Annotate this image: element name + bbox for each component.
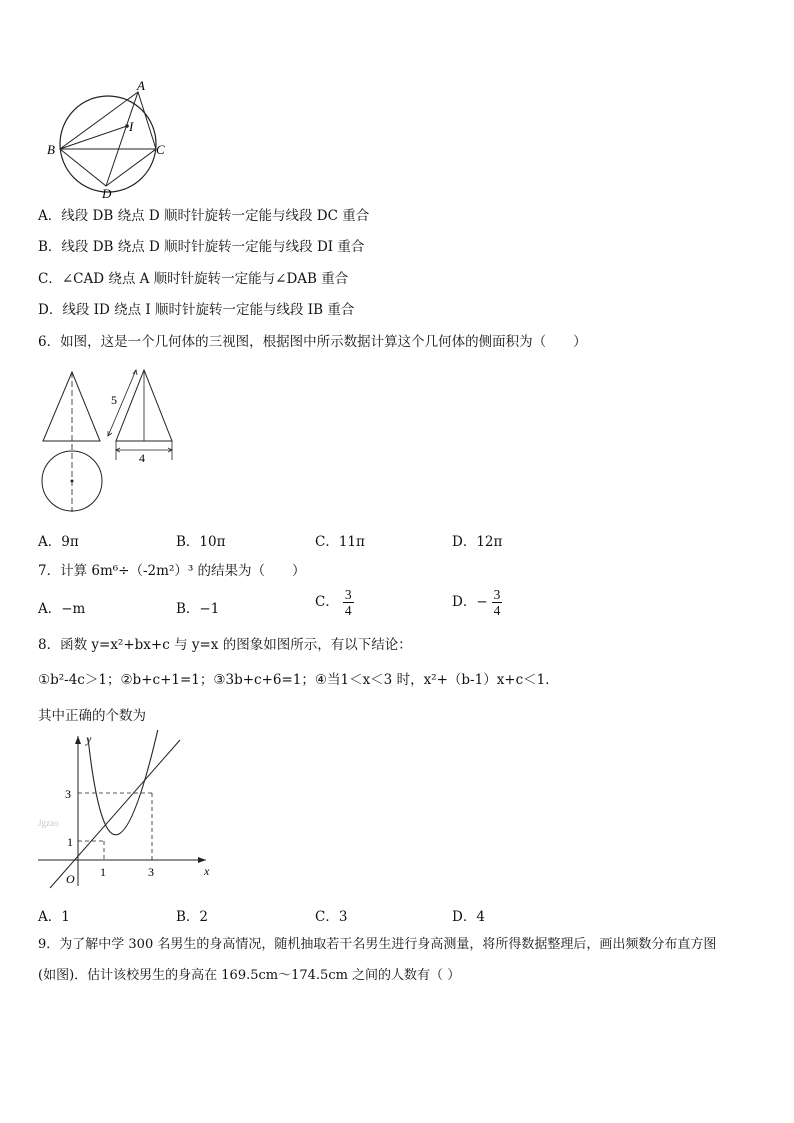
q7-option-c — [315, 587, 354, 618]
q5-option-c: C．∠CAD 绕点 A 顺时针旋转一定能与∠DAB 重合 — [38, 271, 349, 287]
q7-option-b: B．−1 — [176, 601, 220, 617]
circle-figure — [40, 76, 180, 200]
q7-option-d — [452, 587, 502, 618]
label-a: A — [137, 78, 145, 93]
label-c: C — [156, 142, 165, 157]
q6-stem: 6．如图，这是一个几何体的三视图，根据图中所示数据计算这个几何体的侧面积为（ ） — [38, 334, 587, 350]
q8-option-c: C．3 — [315, 909, 348, 925]
q8-prompt: 其中正确的个数为 — [38, 708, 146, 724]
label-i: I — [129, 119, 134, 134]
q5-option-b: B．线段 DB 绕点 D 顺时针旋转一定能与线段 DI 重合 — [38, 239, 365, 255]
top-view-center — [71, 480, 74, 483]
watermark: Jgzao — [38, 818, 59, 828]
q7-option-d-label: D．− — [452, 594, 488, 610]
q7-option-d-fraction: $\frac{3}{4}$ — [493, 587, 501, 618]
label-b: B — [47, 142, 55, 157]
q6-option-a: A．9π — [38, 534, 79, 550]
q7-option-c-label: C． — [315, 594, 339, 610]
tick-y1: 1 — [67, 835, 73, 849]
q9-line2: (如图)．估计该校男生的身高在 169.5cm～174.5cm 之间的人数有（ ） — [38, 968, 461, 983]
line-y-equals-x — [50, 740, 180, 888]
q6-option-d: D．12π — [452, 534, 503, 550]
tick-y3: 3 — [65, 787, 71, 801]
segment-ai-d — [106, 92, 138, 186]
q8-conclusions: ①b²-4c＞1；②b+c+1=1；③3b+c+6=1；④当1＜x＜3 时，x²+（b-1）x+c＜1． — [38, 672, 559, 688]
q7-option-a: A．−m — [38, 601, 86, 617]
base-label: 4 — [139, 451, 145, 465]
parabola-curve — [88, 730, 158, 835]
q6-option-c: C．11π — [315, 534, 365, 550]
y-axis-label: y — [86, 732, 92, 746]
q8-option-b: B．2 — [176, 909, 209, 925]
x-axis-label: x — [204, 864, 210, 878]
function-graph — [34, 730, 224, 890]
q5-option-a: A．线段 DB 绕点 D 顺时针旋转一定能与线段 DC 重合 — [38, 208, 370, 224]
q8-option-d: D．4 — [452, 909, 485, 925]
origin-label: O — [66, 872, 75, 886]
q5-option-d: D．线段 ID 绕点 I 顺时针旋转一定能与线段 IB 重合 — [38, 302, 355, 318]
three-view-figure — [38, 362, 188, 518]
q9-line1: 9．为了解中学 300 名男生的身高情况，随机抽取若干名男生进行身高测量，将所得数据整理后，画出频数分布直方图 — [38, 937, 717, 952]
q8-stem: 8．函数 y=x²+bx+c 与 y=x 的图象如图所示，有以下结论： — [38, 637, 412, 653]
q6-option-b: B．10π — [176, 534, 226, 550]
q7-stem: 7．计算 6m⁶÷（-2m²）³ 的结果为（ ） — [38, 563, 306, 579]
quadrilateral-abdc — [60, 92, 156, 186]
label-d: D — [102, 186, 112, 200]
tick-x1: 1 — [100, 865, 106, 879]
q8-option-a: A．1 — [38, 909, 70, 925]
front-view-triangle — [43, 372, 100, 441]
segment-bi — [60, 126, 127, 149]
q7-option-c-fraction: $\frac{3}{4}$ — [344, 587, 352, 618]
slant-label: 5 — [111, 393, 117, 407]
tick-x3: 3 — [148, 865, 154, 879]
